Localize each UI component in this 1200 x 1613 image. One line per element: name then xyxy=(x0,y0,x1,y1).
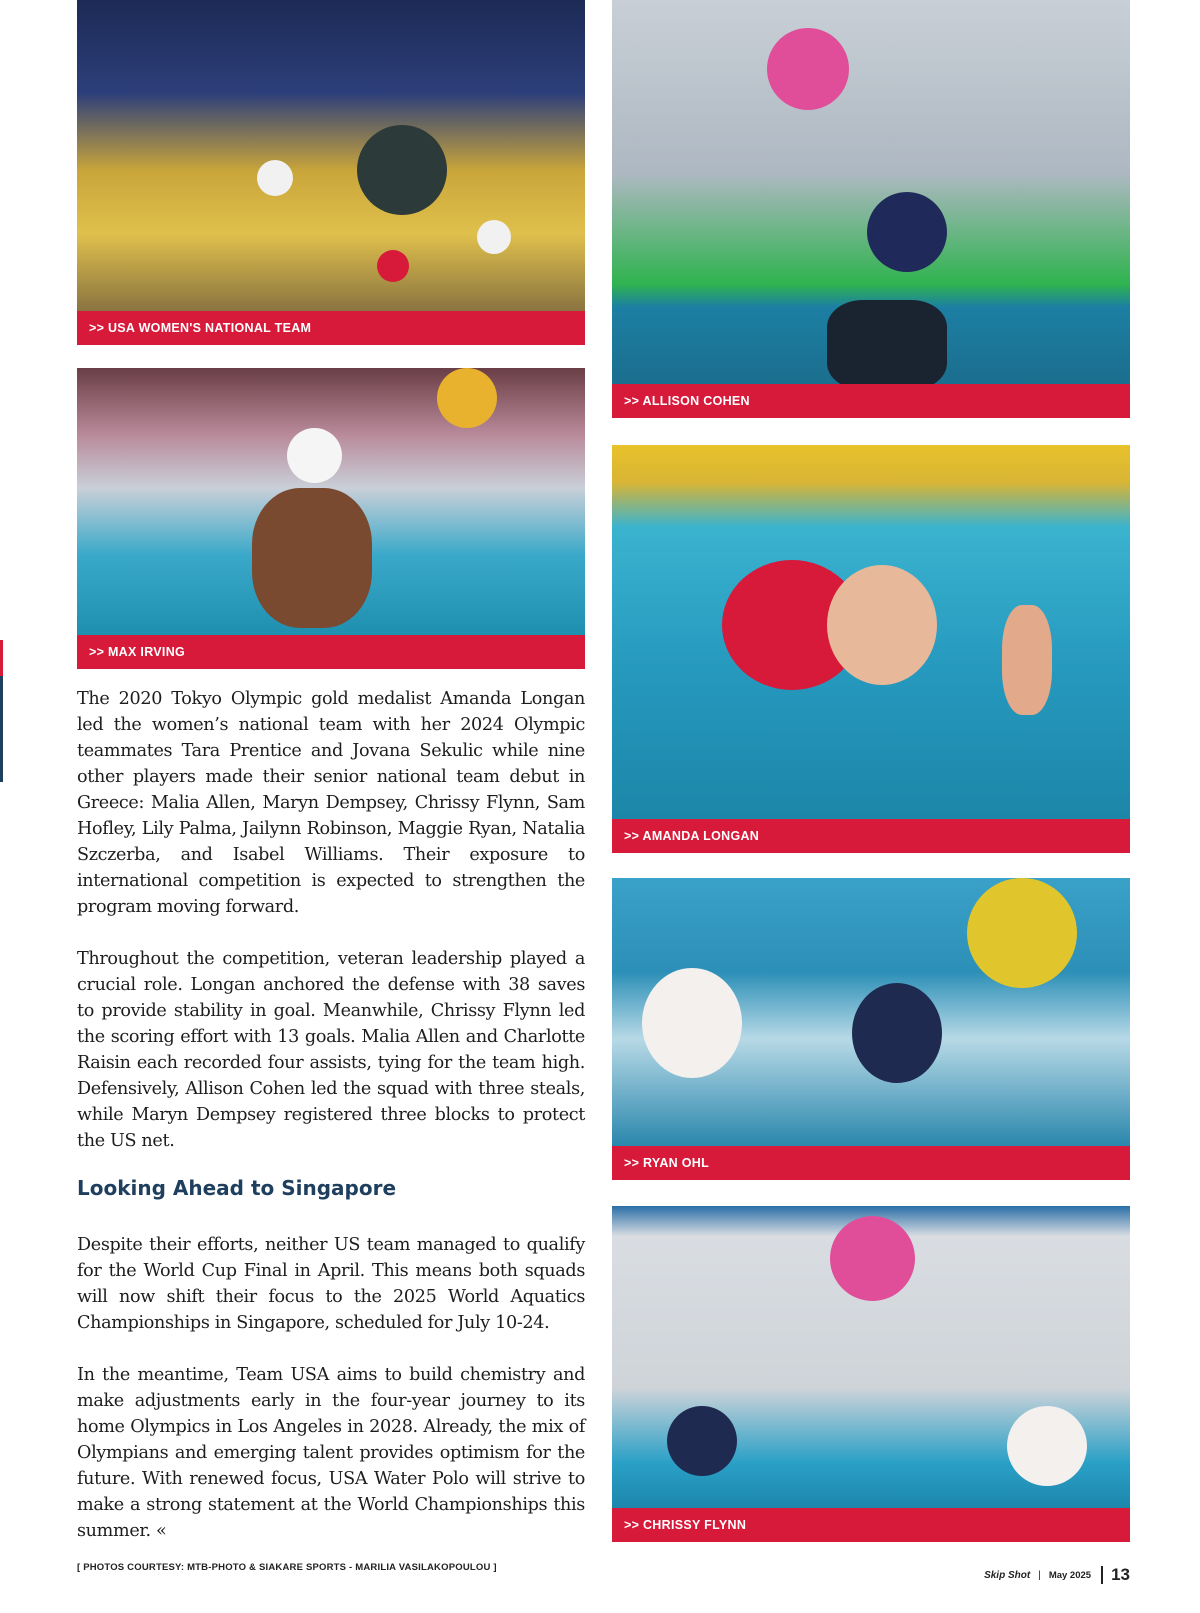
photo-ryan-ohl xyxy=(612,878,1130,1180)
photo-usa-womens-team xyxy=(77,0,585,345)
issue-date: May 2025 xyxy=(1048,1569,1092,1581)
cohen-photo-image xyxy=(612,0,1130,384)
article-paragraph-2: Throughout the competition, veteran leadership played a crucial role. Longan anchored the defense with 38 saves to provide stability in goal. Meanwhile, Chrissy Flynn led the scoring effort with 13 goals. Malia Allen and Charlotte Raisin each recorded four assists, tying for the team high. Defensively, Allison Cohen led the squad with three steals, while Maryn Dempsey registered three blocks to protect the US net. xyxy=(77,949,585,1151)
article-paragraph-3: Despite their efforts, neither US team managed to qualify for the World Cup Final in April. This means both squads will now shift their focus to the 2025 World Aquatics Championships in Singapore, scheduled for July 10-24. xyxy=(77,1235,585,1333)
photo-credits: [ PHOTOS COURTESY: MTB-PHOTO & SIAKARE SPORTS - MARILIA VASILAKOPOULOU ] xyxy=(77,1562,497,1573)
flynn-photo-image xyxy=(612,1206,1130,1508)
longan-photo-image xyxy=(612,445,1130,819)
irving-photo-image xyxy=(77,368,585,635)
article-paragraph-4: In the meantime, Team USA aims to build chemistry and make adjustments early in the four-year journey to its home Olympics in Los Angeles in 2028. Already, the mix of Olympians and emerging talent provides optimism for the future. With renewed focus, USA Water Polo will strive to make a strong statement at the World Championships this summer. « xyxy=(77,1365,585,1541)
photo-caption: >> MAX IRVING xyxy=(77,635,585,669)
ohl-photo-image xyxy=(612,878,1130,1146)
section-heading: Looking Ahead to Singapore xyxy=(77,1176,397,1200)
edge-tab-navy xyxy=(0,676,3,782)
photo-allison-cohen xyxy=(612,0,1130,418)
photo-caption: >> USA WOMEN'S NATIONAL TEAM xyxy=(77,311,585,345)
photo-amanda-longan xyxy=(612,445,1130,853)
photo-caption: >> ALLISON COHEN xyxy=(612,384,1130,418)
page-number: 13 xyxy=(1101,1566,1130,1584)
photo-caption: >> AMANDA LONGAN xyxy=(612,819,1130,853)
footer-separator: | xyxy=(1038,1569,1041,1581)
article-paragraph-1: The 2020 Tokyo Olympic gold medalist Amanda Longan led the women’s national team with her 2024 Olympic teammates Tara Prentice and Jovana Sekulic while nine other players made their senior national team debut in Greece: Malia Allen, Maryn Dempsey, Chrissy Flynn, Sam Hofley, Lily Palma, Jailynn Robinson, Maggie Ryan, Natalia Szczerba, and Isabel Williams. Their exposure to international competition is expected to strengthen the program moving forward. xyxy=(77,689,585,917)
page-footer xyxy=(984,1566,1130,1584)
magazine-brand: Skip Shot xyxy=(984,1569,1031,1581)
photo-caption: >> CHRISSY FLYNN xyxy=(612,1508,1130,1542)
photo-max-irving xyxy=(77,368,585,669)
photo-caption: >> RYAN OHL xyxy=(612,1146,1130,1180)
photo-chrissy-flynn xyxy=(612,1206,1130,1542)
edge-tab-red xyxy=(0,640,3,676)
team-photo-image xyxy=(77,0,585,311)
